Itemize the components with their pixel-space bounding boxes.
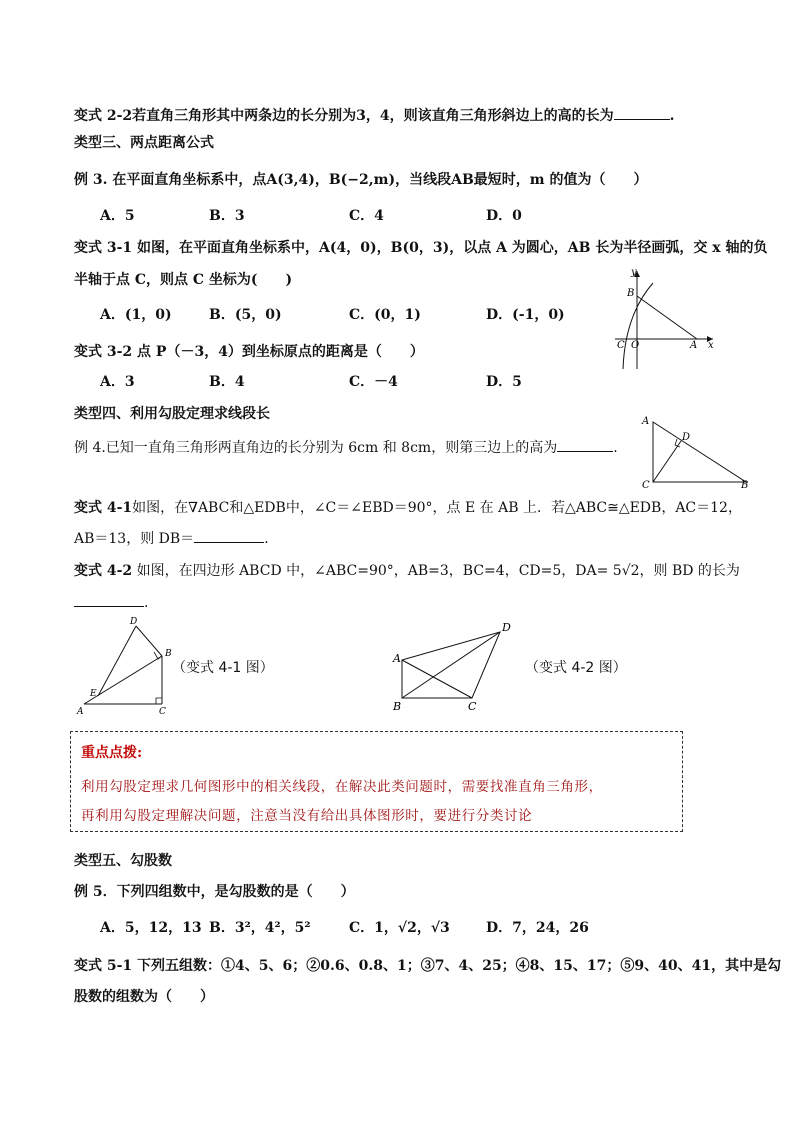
question-tail: . xyxy=(144,595,149,611)
label-d: D xyxy=(502,621,511,634)
option-b[interactable]: B．4 xyxy=(209,374,245,390)
question-4-2-line2 xyxy=(74,592,148,613)
label-y: y xyxy=(631,267,637,278)
question-4-1-line1 xyxy=(74,498,742,518)
question-3-1-line2: 半轴于点 C，则点 C 坐标为( ) xyxy=(74,272,293,288)
example-text: 例 4.已知一直角三角形两直角边的长分别为 6cm 和 8cm，则第三边上的高为 xyxy=(74,440,558,456)
answer-blank[interactable] xyxy=(194,528,264,543)
label-d: D xyxy=(130,617,138,627)
example-4 xyxy=(74,437,618,458)
figure-caption: （变式 4-2 图） xyxy=(525,660,627,676)
question-label: 变式 4-2 xyxy=(74,563,133,579)
key-points-line: 利用勾股定理求几何图形中的相关线段，在解决此类问题时，需要找准直角三角形， xyxy=(81,779,603,795)
question-label: 变式 4-1 xyxy=(74,500,133,516)
option-a[interactable]: A．5 xyxy=(100,208,135,224)
diagonal-bd xyxy=(402,632,500,698)
label-c: C xyxy=(642,480,650,490)
question-text: AB＝13，则 DB＝ xyxy=(74,531,195,547)
question-3-2 xyxy=(74,342,424,362)
option-b[interactable]: B．3²，4²，5² xyxy=(209,920,311,936)
answer-blank[interactable] xyxy=(74,592,144,607)
question-tail: ． xyxy=(264,531,279,547)
coordinate-figure xyxy=(605,265,720,375)
label-a: A xyxy=(77,707,84,717)
section-heading-type4: 类型四、利用勾股定理求线段长 xyxy=(74,406,270,422)
answer-blank[interactable] xyxy=(614,105,670,120)
triangle-acb xyxy=(653,422,746,482)
example-3 xyxy=(74,170,647,190)
question-tail: . xyxy=(669,108,675,124)
example-5 xyxy=(74,882,355,902)
diagonal-ac xyxy=(402,660,472,698)
question-5-1-line2: 股数的组数为（ ） xyxy=(74,989,214,1005)
question-2-2 xyxy=(74,105,675,126)
label-a: A xyxy=(393,652,401,665)
label-o: O xyxy=(631,340,640,351)
right-angle-mark xyxy=(156,698,162,704)
segment-ab xyxy=(637,296,697,339)
question-5-1-line1 xyxy=(74,956,781,976)
option-c[interactable]: C．4 xyxy=(349,208,384,224)
option-a[interactable]: A．3 xyxy=(100,374,135,390)
example-label: 例 5 xyxy=(74,884,103,900)
example-tail: . xyxy=(613,440,618,456)
label-c: C xyxy=(159,707,166,717)
section-heading-type5: 类型五、勾股数 xyxy=(74,853,172,869)
option-a[interactable]: A．5，12，13 xyxy=(100,920,202,936)
key-points-title: 重点点拨: xyxy=(81,745,143,761)
label-d: D xyxy=(682,432,691,443)
option-d[interactable]: D．0 xyxy=(486,208,522,224)
label-b: B xyxy=(393,700,402,713)
question-label: 变式 3-1 xyxy=(74,240,133,256)
question-label: 变式 5-1 xyxy=(74,958,133,974)
question-label: 变式 3-2 xyxy=(74,344,133,360)
label-a: A xyxy=(690,340,698,351)
figure-caption: （变式 4-1 图） xyxy=(172,660,274,676)
option-b[interactable]: B．(5，0) xyxy=(209,307,282,323)
option-a[interactable]: A．(1，0) xyxy=(100,307,172,323)
option-c[interactable]: C．(0，1) xyxy=(349,307,421,323)
label-a: A xyxy=(642,416,650,427)
question-text: 如图，在四边形 ABCD 中，∠ABC=90°，AB=3，BC=4，CD=5，DA= 5√2，则 BD 的长为 xyxy=(132,563,740,579)
answer-blank[interactable] xyxy=(557,437,613,452)
question-3-1-line1 xyxy=(74,238,767,258)
question-text: 如图，在∇ABC和△EDB中，∠C＝∠EBD＝90°，点 E 在 AB 上．若△ABC≅△EDB，AC＝12， xyxy=(132,500,742,516)
option-d[interactable]: D．7，24，26 xyxy=(486,920,589,936)
label-e: E xyxy=(90,689,97,699)
label-x: x xyxy=(708,340,714,351)
label-b: B xyxy=(741,480,749,490)
figure-4-1 xyxy=(74,612,174,717)
example-label: 例 3 xyxy=(74,172,103,188)
question-text: 如图，在平面直角坐标系中，A(4，0)，B(0，3)，以点 A 为圆心，AB 长为半径画弧，交 x 轴的负 xyxy=(132,240,768,256)
question-text: 下列五组数：①4、5、6；②0.6、0.8、1；③7、4、25；④8、15、17；⑤9、40、41，其中是勾 xyxy=(132,958,782,974)
question-4-1-line2 xyxy=(74,528,278,549)
option-d[interactable]: D．5 xyxy=(486,374,522,390)
label-c: C xyxy=(617,340,625,351)
altitude-cd xyxy=(653,441,681,482)
question-4-2 xyxy=(74,561,740,581)
question-text: 点 P（－3，4）到坐标原点的距离是（ ） xyxy=(132,344,424,360)
key-points-box xyxy=(70,731,683,832)
question-text: 若直角三角形其中两条边的长分别为3，4，则该直角三角形斜边上的高的长为 xyxy=(132,108,614,124)
side-de xyxy=(98,626,136,696)
option-b[interactable]: B．3 xyxy=(209,208,245,224)
key-points-line: 再利用勾股定理解决问题，注意当没有给出具体图形时，要进行分类讨论 xyxy=(81,808,533,824)
label-b: B xyxy=(165,649,172,659)
question-label: 变式 2-2 xyxy=(74,108,133,124)
right-triangle-figure xyxy=(636,410,756,490)
label-c: C xyxy=(468,700,477,713)
label-b: B xyxy=(627,288,635,299)
example-text: . 在平面直角坐标系中，点A(3,4)，B(−2,m)，当线段AB最短时，m 的值为（ ） xyxy=(102,172,648,188)
option-c[interactable]: C．1，√2，√3 xyxy=(349,920,450,936)
figure-4-2 xyxy=(390,618,520,713)
option-c[interactable]: C．－4 xyxy=(349,374,398,390)
section-heading-type3: 类型三、两点距离公式 xyxy=(74,135,214,151)
option-d[interactable]: D．(-1，0) xyxy=(486,307,565,323)
example-text: ．下列四组数中，是勾股数的是（ ） xyxy=(102,884,355,900)
side-db xyxy=(136,626,162,656)
